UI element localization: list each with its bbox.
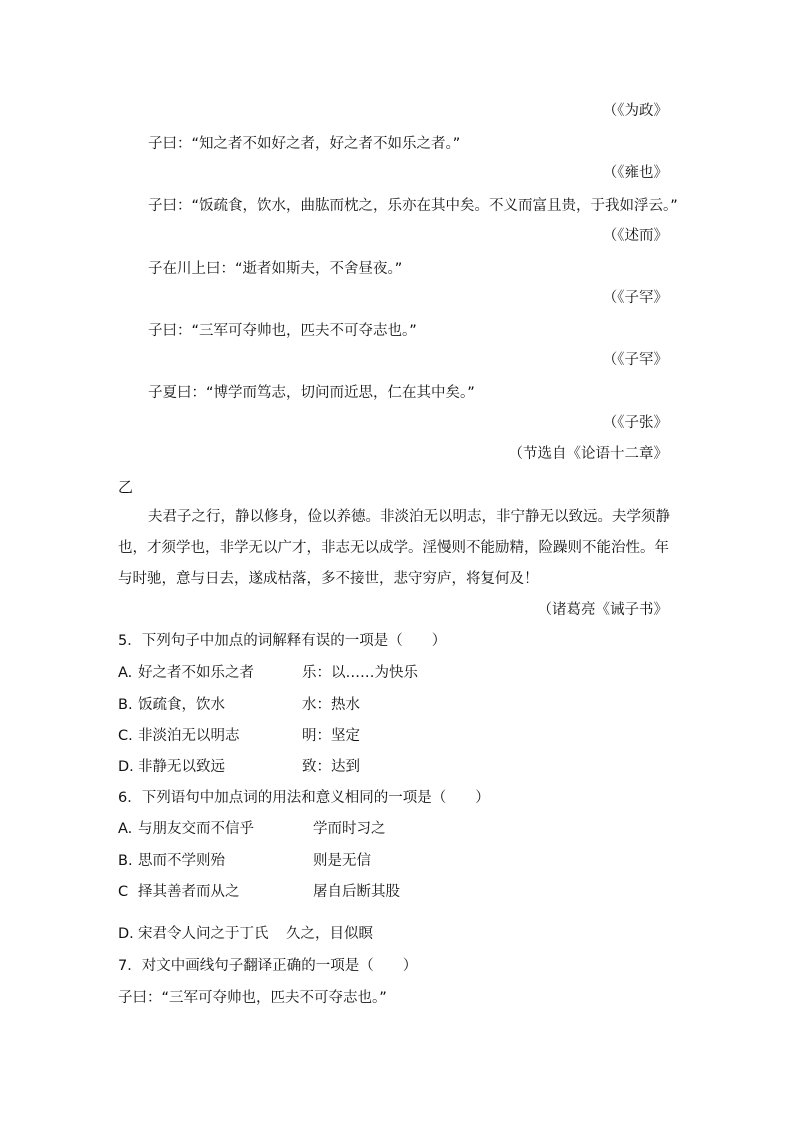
quote-zhizhizhe: 子曰：“知之者不如好之者，好之者不如乐之者。” <box>148 136 461 152</box>
source-zizhang: （《子张》 <box>602 415 668 431</box>
option-label: C <box>118 884 129 900</box>
source-lunyu: （节选自《论语十二章》 <box>508 446 668 462</box>
option-gloss: 乐：以……为快乐 <box>302 665 418 681</box>
option-label: D. <box>118 759 134 775</box>
q5-option-a <box>118 665 418 681</box>
q6-option-c <box>118 884 400 900</box>
option-gloss: 则是无信 <box>313 853 371 869</box>
option-text: 思而不学则殆 <box>138 853 225 869</box>
quote-zaichuanshang: 子在川上曰：“逝者如斯夫，不舍昼夜。” <box>148 261 403 277</box>
source-jiezishu: （诸葛亮《诫子书》 <box>537 602 668 618</box>
option-label: D. <box>118 926 134 942</box>
q6-option-a <box>118 821 386 837</box>
option-label: B. <box>118 697 133 713</box>
option-gloss: 学而时习之 <box>313 821 386 837</box>
option-label: C. <box>118 728 133 744</box>
option-text: 择其善者而从之 <box>138 884 240 900</box>
option-text: 非淡泊无以明志 <box>138 728 240 744</box>
option-text: 非静无以致远 <box>138 759 225 775</box>
option-gloss: 水：热水 <box>302 697 360 713</box>
q5-option-c <box>118 728 360 744</box>
q5-option-b <box>118 697 360 713</box>
option-gloss: 致：达到 <box>302 759 360 775</box>
option-text: 宋君令人问之于丁氏 <box>138 926 269 942</box>
q7-stem: 7．对文中画线句子翻译正确的一项是（ ） <box>118 958 418 974</box>
option-gloss: 久之，目似瞑 <box>286 926 373 942</box>
quote-sanjun: 子曰：“三军可夺帅也，匹夫不可夺志也。” <box>148 323 417 339</box>
source-zihan-1: （《子罕》 <box>602 290 668 306</box>
q6-option-d <box>118 926 373 942</box>
option-text: 好之者不如乐之者 <box>138 665 254 681</box>
section-label-yi: 乙 <box>118 478 134 496</box>
option-text: 与朋友交而不信乎 <box>138 821 254 837</box>
option-label: A. <box>118 665 133 681</box>
quote-fanshushi: 子曰：“饭疏食，饮水，曲肱而枕之，乐亦在其中矣。不义而富且贵，于我如浮云。” <box>148 198 678 214</box>
source-shuer: （《述而》 <box>602 228 668 244</box>
option-gloss: 屠自后断其股 <box>313 884 400 900</box>
option-gloss: 明：坚定 <box>302 728 360 744</box>
q6-option-b <box>118 853 371 869</box>
yi-paragraph <box>118 502 678 595</box>
yi-paragraph-text: 夫君子之行，静以修身，俭以养德。非淡泊无以明志，非宁静无以致远。夫学须静也，才须学也，非学无以广才，非志无以成学。淫慢则不能励精，险躁则不能治性。年与时驰，意与日去，遂成枯落，多不接世，悲守穷庐，将复何及！ <box>118 509 670 587</box>
q6-stem: 6．下列语句中加点词的用法和意义相同的一项是（ ） <box>118 790 490 806</box>
option-label: B. <box>118 853 133 869</box>
q5-option-d <box>118 759 360 775</box>
source-zihan-2: （《子罕》 <box>602 352 668 368</box>
source-weizheng: （《为政》 <box>602 103 668 119</box>
q7-quote: 子曰：“三军可夺帅也，匹夫不可夺志也。” <box>118 990 387 1006</box>
q5-stem: 5．下列句子中加点的词解释有误的一项是（ ） <box>118 633 447 649</box>
source-yongye: （《雍也》 <box>602 165 668 181</box>
option-text: 饭疏食，饮水 <box>138 697 225 713</box>
option-label: A. <box>118 821 133 837</box>
quote-boxue: 子夏曰：“博学而笃志，切问而近思，仁在其中矣。” <box>148 385 475 401</box>
